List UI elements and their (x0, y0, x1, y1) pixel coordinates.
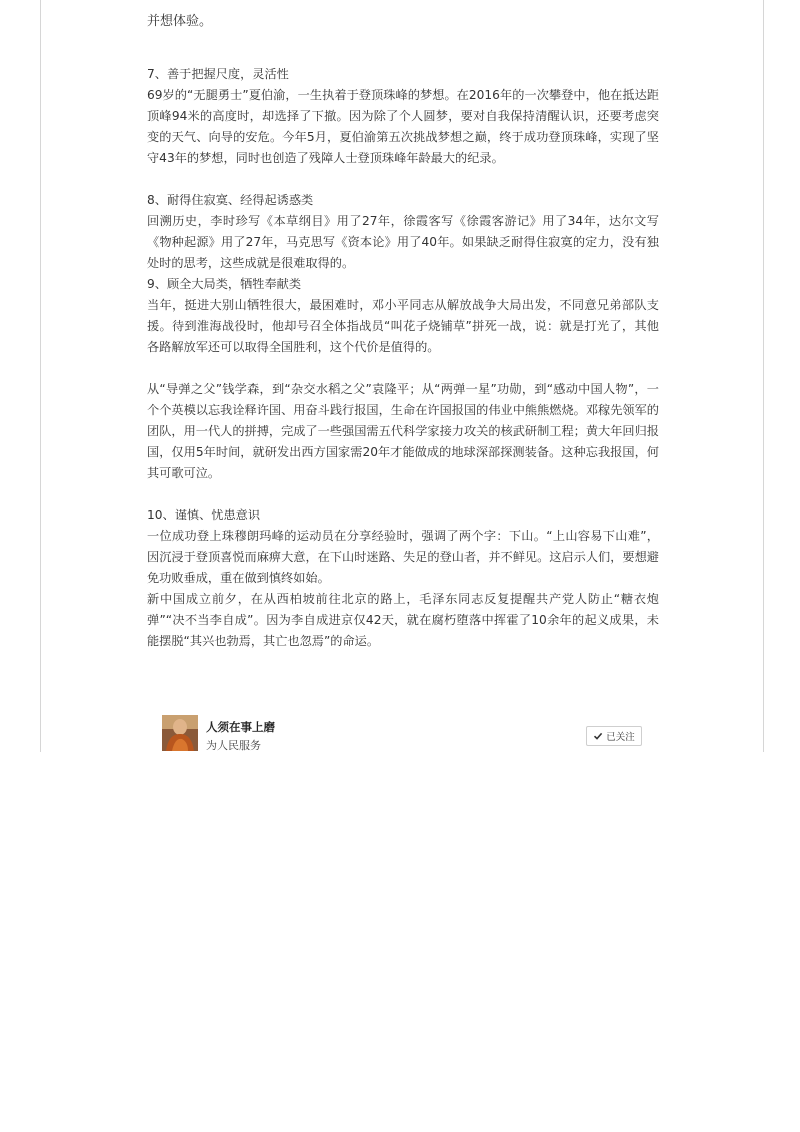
section-paragraph: 当年，挺进大别山牺牲很大，最困难时，邓小平同志从解放战争大局出发，不同意兄弟部队支援。待到淮海战役时，他却号召全体指战员“叫花子烧铺草”拼死一战，说：就是打光了，其他各路解放军还可以取得全国胜利，这个代价是值得的。 (147, 298, 659, 354)
check-icon (593, 731, 603, 741)
author-card (162, 713, 642, 753)
clipped-top-text-content: 并想体验。 (147, 14, 213, 29)
follow-button-label: 已关注 (606, 732, 635, 743)
section-heading: 10、谨慎、忧患意识 (147, 508, 261, 522)
avatar-image (162, 715, 198, 751)
section-heading: 7、善于把握尺度，灵活性 (147, 67, 289, 81)
section-heading: 9、顾全大局类，牺牲奉献类 (147, 277, 302, 291)
avatar[interactable] (162, 715, 198, 751)
follow-button[interactable] (586, 726, 642, 746)
section-paragraph: 一位成功登上珠穆朗玛峰的运动员在分享经验时，强调了两个字：下山。“上山容易下山难”，因沉浸于登顶喜悦而麻痹大意，在下山时迷路、失足的登山者，并不鲜见。这启示人们，要想避免功败垂成，重在做到慎终如始。 (147, 529, 659, 585)
section-heading: 8、耐得住寂寞、经得起诱惑类 (147, 193, 314, 207)
section-paragraph: 回溯历史，李时珍写《本草纲目》用了27年，徐霞客写《徐霞客游记》用了34年，达尔文写《物种起源》用了27年，马克思写《资本论》用了40年。如果缺乏耐得住寂寞的定力，没有独处时的思考，这些成就是很难取得的。 (147, 214, 659, 270)
author-subtitle: 为人民服务 (206, 739, 261, 752)
clipped-top-text (147, 14, 347, 38)
section-paragraph: 新中国成立前夕，在从西柏坡前往北京的路上，毛泽东同志反复提醒共产党人防止“糖衣炮弹”“决不当李自成”。因为李自成进京仅42天，就在腐朽堕落中挥霍了10余年的起义成果，未能摆脱“其兴也勃焉，其亡也忽焉”的命运。 (147, 592, 659, 648)
section-paragraph: 69岁的“无腿勇士”夏伯渝，一生执着于登顶珠峰的梦想。在2016年的一次攀登中，他在抵达距顶峰94米的高度时，却选择了下撤。因为除了个人圆梦，要对自我保持清醒认识，还要考虑突变的天气、向导的安危。今年5月，夏伯渝第五次挑战梦想之巅，终于成功登顶珠峰，实现了坚守43年的梦想，同时也创造了残障人士登顶珠峰年龄最大的纪录。 (147, 88, 659, 165)
author-name[interactable]: 人须在事上磨 (206, 720, 275, 734)
section-paragraph: 从“导弹之父”钱学森，到“杂交水稻之父”袁隆平；从“两弹一星”功勋，到“感动中国人物”，一个个英模以忘我诠释许国、用奋斗践行报国，生命在许国报国的伟业中熊熊燃烧。邓稼先领军的团队，用一代人的拼搏，完成了一些强国需五代科学家接力攻关的核武研制工程；黄大年回归报国，仅用5年时间，就研发出西方国家需20年才能做成的地球深部探测装备。这种忘我报国，何其可歌可泣。 (147, 382, 659, 480)
article-body (147, 64, 659, 652)
